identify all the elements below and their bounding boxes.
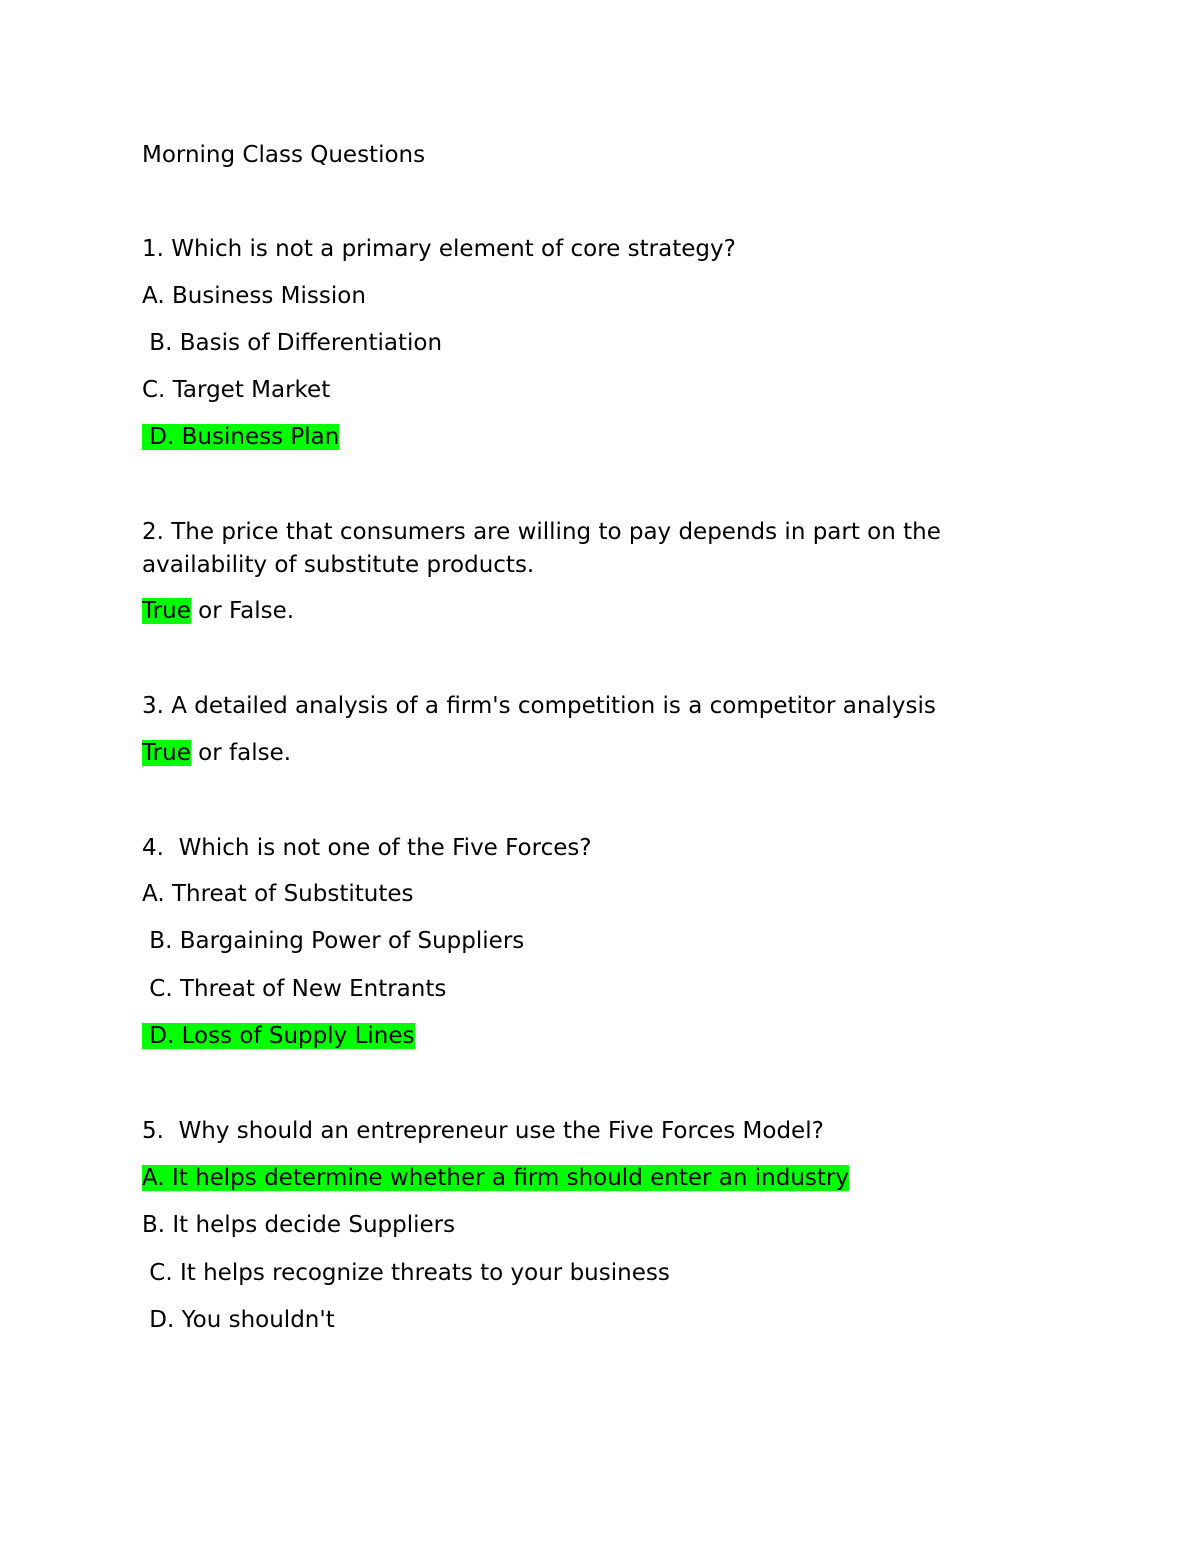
- question-2-answer: [142, 595, 294, 628]
- question-5-prompt: 5. Why should an entrepreneur use the Five Forces Model?: [142, 1118, 824, 1144]
- question-4-prompt: 4. Which is not one of the Five Forces?: [142, 835, 592, 861]
- question-4-option-c: C. Threat of New Entrants: [142, 976, 447, 1002]
- question-1-prompt: 1. Which is not a primary element of core strategy?: [142, 236, 736, 262]
- answer-rest: or false.: [190, 740, 292, 766]
- highlighted-answer: D. Loss of Supply Lines: [142, 1023, 415, 1049]
- highlighted-answer: True: [142, 740, 191, 766]
- question-5-option-c: C. It helps recognize threats to your business: [142, 1260, 670, 1286]
- question-1-option-c: C. Target Market: [142, 377, 331, 403]
- highlighted-answer: A. It helps determine whether a firm should enter an industry: [142, 1165, 849, 1191]
- question-1-option-d: [142, 421, 339, 454]
- highlighted-answer: True: [142, 598, 191, 624]
- highlighted-answer: D. Business Plan: [142, 424, 340, 450]
- question-3-answer: [142, 737, 291, 770]
- question-4-option-a: A. Threat of Substitutes: [142, 881, 414, 907]
- question-1-option-b: B. Basis of Differentiation: [142, 330, 443, 356]
- question-2-prompt-line-1: 2. The price that consumers are willing to pay depends in part on the: [142, 519, 941, 545]
- question-5-option-b: B. It helps decide Suppliers: [142, 1212, 456, 1238]
- question-5-option-d: D. You shouldn't: [142, 1307, 335, 1333]
- answer-rest: or False.: [190, 598, 295, 624]
- question-2-prompt-line-2: availability of substitute products.: [142, 552, 535, 578]
- question-4-option-d: [142, 1020, 415, 1053]
- question-1-option-a: A. Business Mission: [142, 283, 366, 309]
- question-3-prompt: 3. A detailed analysis of a firm's competition is a competitor analysis: [142, 693, 936, 719]
- document-title: Morning Class Questions: [142, 142, 426, 168]
- question-4-option-b: B. Bargaining Power of Suppliers: [142, 928, 525, 954]
- question-5-option-a: [142, 1162, 849, 1195]
